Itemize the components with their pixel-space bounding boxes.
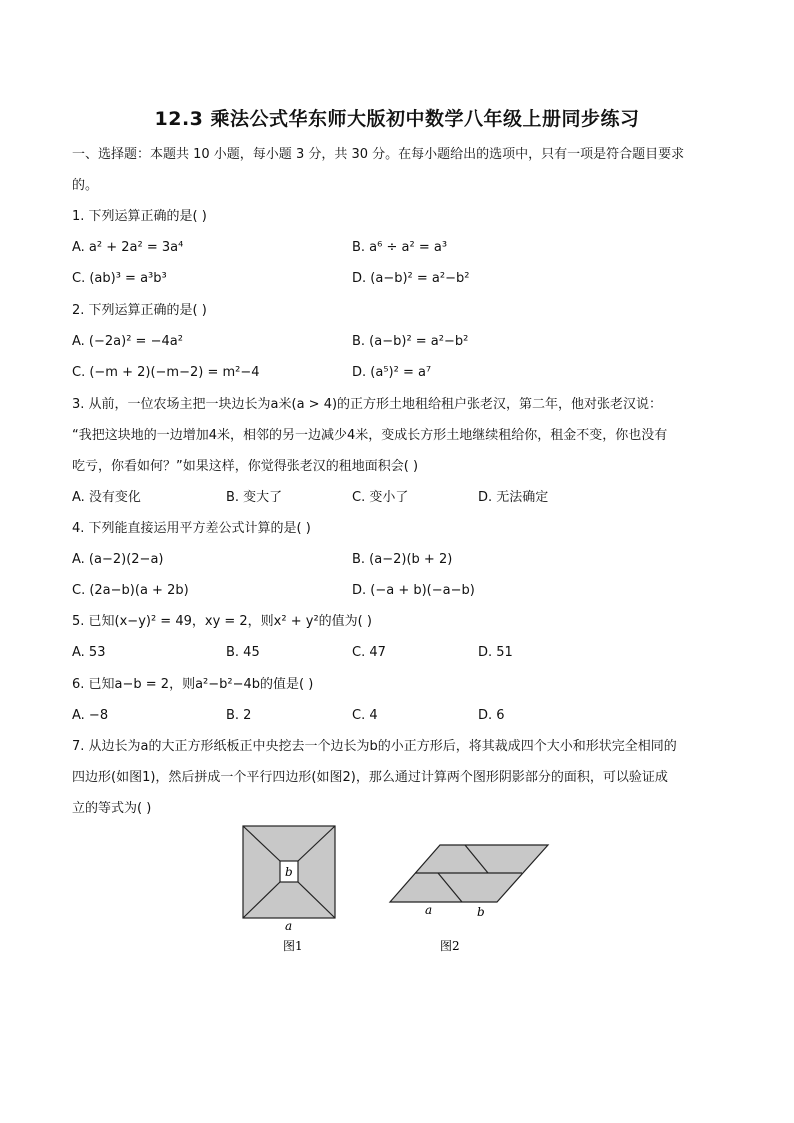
fig1-label-a: a (285, 919, 293, 933)
question-2-stem: 2. 下列运算正确的是( ) (72, 303, 207, 318)
question-4-option-d: D. (−a + b)(−a−b) (352, 583, 475, 598)
figure-2 (390, 845, 548, 953)
section-heading-line-2: 的。 (72, 178, 99, 193)
question-3-stem-line-3: 吃亏，你看如何？”如果这样，你觉得张老汉的租地面积会( ) (72, 459, 419, 474)
fig2-label-a: a (425, 903, 433, 917)
question-6-option-a: A. −8 (72, 708, 109, 723)
question-5-option-d: D. 51 (478, 645, 513, 660)
question-4-stem: 4. 下列能直接运用平方差公式计算的是( ) (72, 521, 311, 536)
figure-1 (243, 826, 335, 953)
question-1-stem: 1. 下列运算正确的是( ) (72, 209, 207, 224)
question-2-option-d: D. (a⁵)² = a⁷ (352, 365, 432, 380)
question-7-stem-line-3: 立的等式为( ) (72, 801, 152, 816)
question-3-stem-line-1: 3. 从前，一位农场主把一块边长为a米(a > 4)的正方形土地租给租户张老汉，第二年，他对张老汉说： (72, 397, 663, 412)
fig2-label-b: b (477, 905, 485, 919)
question-1-option-a: A. a² + 2a² = 3a⁴ (72, 240, 184, 255)
question-3-option-a: A. 没有变化 (72, 490, 141, 505)
question-4-option-b: B. (a−2)(b + 2) (352, 552, 453, 567)
question-3-option-b: B. 变大了 (226, 490, 283, 505)
question-6-stem: 6. 已知a−b = 2，则a²−b²−4b的值是( ) (72, 677, 314, 692)
section-heading-line-1: 一、选择题：本题共 10 小题，每小题 3 分，共 30 分。在每小题给出的选项中，只有一项是符合题目要求 (72, 147, 685, 162)
question-5-option-b: B. 45 (226, 645, 260, 660)
question-4-option-c: C. (2a−b)(a + 2b) (72, 583, 189, 598)
fig1-caption: 图1 (283, 939, 303, 953)
question-3-option-c: C. 变小了 (352, 490, 409, 505)
question-2-option-b: B. (a−b)² = a²−b² (352, 334, 469, 349)
question-7-stem-line-1: 7. 从边长为a的大正方形纸板正中央挖去一个边长为b的小正方形后，将其裁成四个大小和形状完全相同的 (72, 739, 677, 754)
question-1-option-b: B. a⁶ ÷ a² = a³ (352, 240, 448, 255)
question-6-option-b: B. 2 (226, 708, 252, 723)
question-1-option-c: C. (ab)³ = a³b³ (72, 271, 167, 286)
question-2-option-c: C. (−m + 2)(−m−2) = m²−4 (72, 365, 260, 380)
page-title: 12.3 乘法公式华东师大版初中数学八年级上册同步练习 (154, 108, 640, 130)
question-5-stem: 5. 已知(x−y)² = 49，xy = 2，则x² + y²的值为( ) (72, 614, 372, 629)
question-3-stem-line-2: “我把这块地的一边增加4米，相邻的另一边减少4米，变成长方形土地继续租给你，租金不变，你也没有 (72, 428, 668, 443)
question-7-stem-line-2: 四边形(如图1)，然后拼成一个平行四边形(如图2)，那么通过计算两个图形阴影部分的面积，可以验证成 (72, 770, 668, 785)
question-5-option-a: A. 53 (72, 645, 106, 660)
fig1-label-b: b (285, 865, 293, 879)
question-6-option-d: D. 6 (478, 708, 505, 723)
question-1-option-d: D. (a−b)² = a²−b² (352, 271, 470, 286)
question-4-option-a: A. (a−2)(2−a) (72, 552, 164, 567)
question-2-option-a: A. (−2a)² = −4a² (72, 334, 183, 349)
question-6-option-c: C. 4 (352, 708, 378, 723)
question-5-option-c: C. 47 (352, 645, 386, 660)
question-3-option-d: D. 无法确定 (478, 490, 549, 505)
fig2-caption: 图2 (440, 939, 460, 953)
